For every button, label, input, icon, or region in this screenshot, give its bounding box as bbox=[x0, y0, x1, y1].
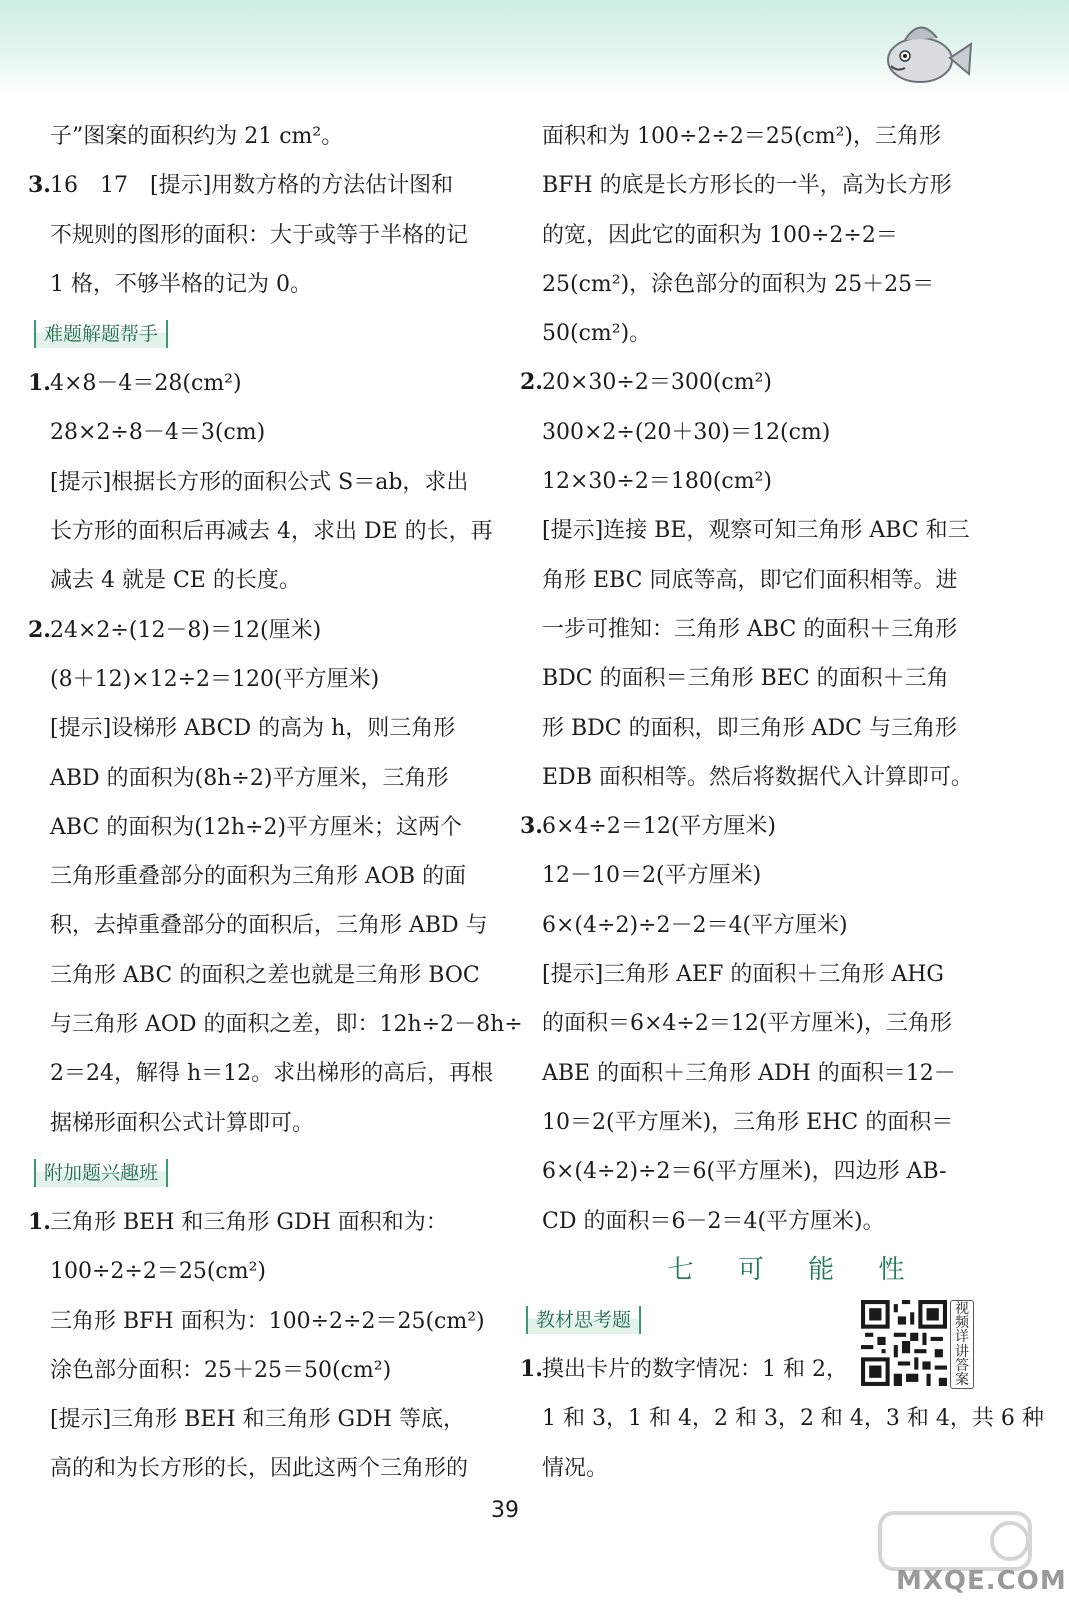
list-item: 子”图案的面积约为 21 cm²。 bbox=[50, 124, 344, 149]
list-item: ABD 的面积为(8h÷2)平方厘米，三角形 bbox=[50, 765, 449, 791]
list-item: CD 的面积＝6－2＝4(平方厘米)。 bbox=[542, 1208, 885, 1234]
list-item: 50(cm²)。 bbox=[542, 321, 652, 347]
list-item: [提示]设梯形 ABCD 的高为 h，则三角形 bbox=[50, 716, 456, 742]
list-item: 1 格，不够半格的记为 0。 bbox=[50, 271, 312, 297]
answer-3: 3. 16 17 [提示]用数方格的方法估计图和 bbox=[28, 172, 454, 199]
list-item: [提示]三角形 AEF 的面积＋三角形 AHG bbox=[542, 962, 945, 988]
list-item: 6×(4÷2)÷2－2＝4(平方厘米) bbox=[542, 912, 848, 938]
list-item: 三角形 BFH 面积为：100÷2÷2＝25(cm²) bbox=[50, 1308, 485, 1334]
list-item: (8＋12)×12÷2＝120(平方厘米) bbox=[50, 666, 380, 692]
list-item: EDB 面积相等。然后将数据代入计算即可。 bbox=[542, 764, 973, 790]
left-column bbox=[28, 112, 523, 1494]
chapter-title: 七 可 能 性 bbox=[667, 1254, 923, 1285]
list-item: 6×(4÷2)÷2＝6(平方厘米)，四边形 AB- bbox=[542, 1159, 947, 1185]
section-title-textbook: 教材思考题 bbox=[526, 1306, 641, 1334]
qr-label: 视频详讲答案 bbox=[950, 1300, 974, 1389]
list-item: 面积和为 100÷2÷2＝25(cm²)，三角形 bbox=[542, 124, 942, 149]
list-item: 2＝24，解得 h＝12。求出梯形的高后，再根 bbox=[50, 1061, 494, 1087]
list-item: 的面积＝6×4÷2＝12(平方厘米)，三角形 bbox=[542, 1011, 953, 1037]
list-item: 三角形 ABC 的面积之差也就是三角形 BOC bbox=[50, 962, 480, 988]
list-item: 10＝2(平方厘米)，三角形 EHC 的面积＝ bbox=[542, 1109, 954, 1135]
list-item: [提示]根据长方形的面积公式 S＝ab，求出 bbox=[50, 469, 469, 495]
list-item: 25(cm²)，涂色部分的面积为 25＋25＝ bbox=[542, 271, 935, 297]
list-item: ABE 的面积＋三角形 ADH 的面积＝12－ bbox=[542, 1060, 956, 1086]
answer-hard-1: 1. 4×8－4＝28(cm²) bbox=[28, 370, 242, 397]
list-item: 形 BDC 的面积，即三角形 ADC 与三角形 bbox=[542, 715, 957, 741]
list-item: 积，去掉重叠部分的面积后，三角形 ABD 与 bbox=[50, 913, 488, 939]
qr-code-icon[interactable] bbox=[861, 1300, 947, 1386]
list-item: ABC 的面积为(12h÷2)平方厘米；这两个 bbox=[50, 814, 463, 840]
list-item: 不规则的图形的面积：大于或等于半格的记 bbox=[50, 222, 469, 248]
right-column bbox=[520, 112, 1044, 1493]
list-item: 减去 4 就是 CE 的长度。 bbox=[50, 568, 301, 594]
answer-extra-3: 3. 6×4÷2＝12(平方厘米) bbox=[520, 813, 777, 840]
list-item: BDC 的面积＝三角形 BEC 的面积＋三角 bbox=[542, 666, 949, 692]
list-item: 一步可推知：三角形 ABC 的面积＋三角形 bbox=[542, 616, 958, 642]
answer-extra-2: 2. 20×30÷2＝300(cm²) bbox=[520, 369, 773, 396]
list-item: 300×2÷(20＋30)＝12(cm) bbox=[542, 419, 831, 445]
list-item: [提示]三角形 BEH 和三角形 GDH 等底， bbox=[50, 1407, 465, 1433]
list-item: 与三角形 AOD 的面积之差，即：12h÷2－8h÷ bbox=[50, 1012, 523, 1038]
list-item: 三角形重叠部分的面积为三角形 AOB 的面 bbox=[50, 864, 467, 890]
list-item: 涂色部分面积：25＋25＝50(cm²) bbox=[50, 1357, 392, 1383]
list-item: 100÷2÷2＝25(cm²) bbox=[50, 1259, 267, 1285]
fish-mascot-icon bbox=[865, 8, 975, 98]
section-title-hard: 难题解题帮手 bbox=[34, 320, 168, 348]
list-item: [提示]连接 BE，观察可知三角形 ABC 和三 bbox=[542, 518, 970, 544]
list-item: BFH 的底是长方形长的一半，高为长方形 bbox=[542, 173, 952, 199]
answer-extra-1: 1. 三角形 BEH 和三角形 GDH 面积和为： bbox=[28, 1208, 448, 1235]
list-item: 12×30÷2＝180(cm²) bbox=[542, 469, 773, 495]
list-item: 角形 EBC 同底等高，即它们面积相等。进 bbox=[542, 567, 958, 593]
list-item: 1 和 3，1 和 4，2 和 3，2 和 4，3 和 4，共 6 种 bbox=[542, 1406, 1044, 1432]
list-item: 12－10＝2(平方厘米) bbox=[542, 863, 762, 889]
list-item: 的宽，因此它的面积为 100÷2÷2＝ bbox=[542, 222, 898, 248]
watermark-text: MXQE.COM bbox=[896, 1566, 1067, 1596]
page-number: 39 bbox=[491, 1498, 519, 1523]
list-item: 28×2÷8－4＝3(cm) bbox=[50, 420, 266, 446]
list-item: 长方形的面积后再减去 4，求出 DE 的长，再 bbox=[50, 519, 493, 545]
list-item: 据梯形面积公式计算即可。 bbox=[50, 1110, 315, 1136]
section-title-extra: 附加题兴趣班 bbox=[34, 1159, 168, 1187]
answer-hard-2: 2. 24×2÷(12－8)＝12(厘米) bbox=[28, 616, 322, 643]
list-item: 高的和为长方形的长，因此这两个三角形的 bbox=[50, 1456, 469, 1482]
answer-textbook-1: 1. 摸出卡片的数字情况：1 和 2， bbox=[520, 1356, 848, 1383]
list-item: 情况。 bbox=[542, 1455, 609, 1481]
